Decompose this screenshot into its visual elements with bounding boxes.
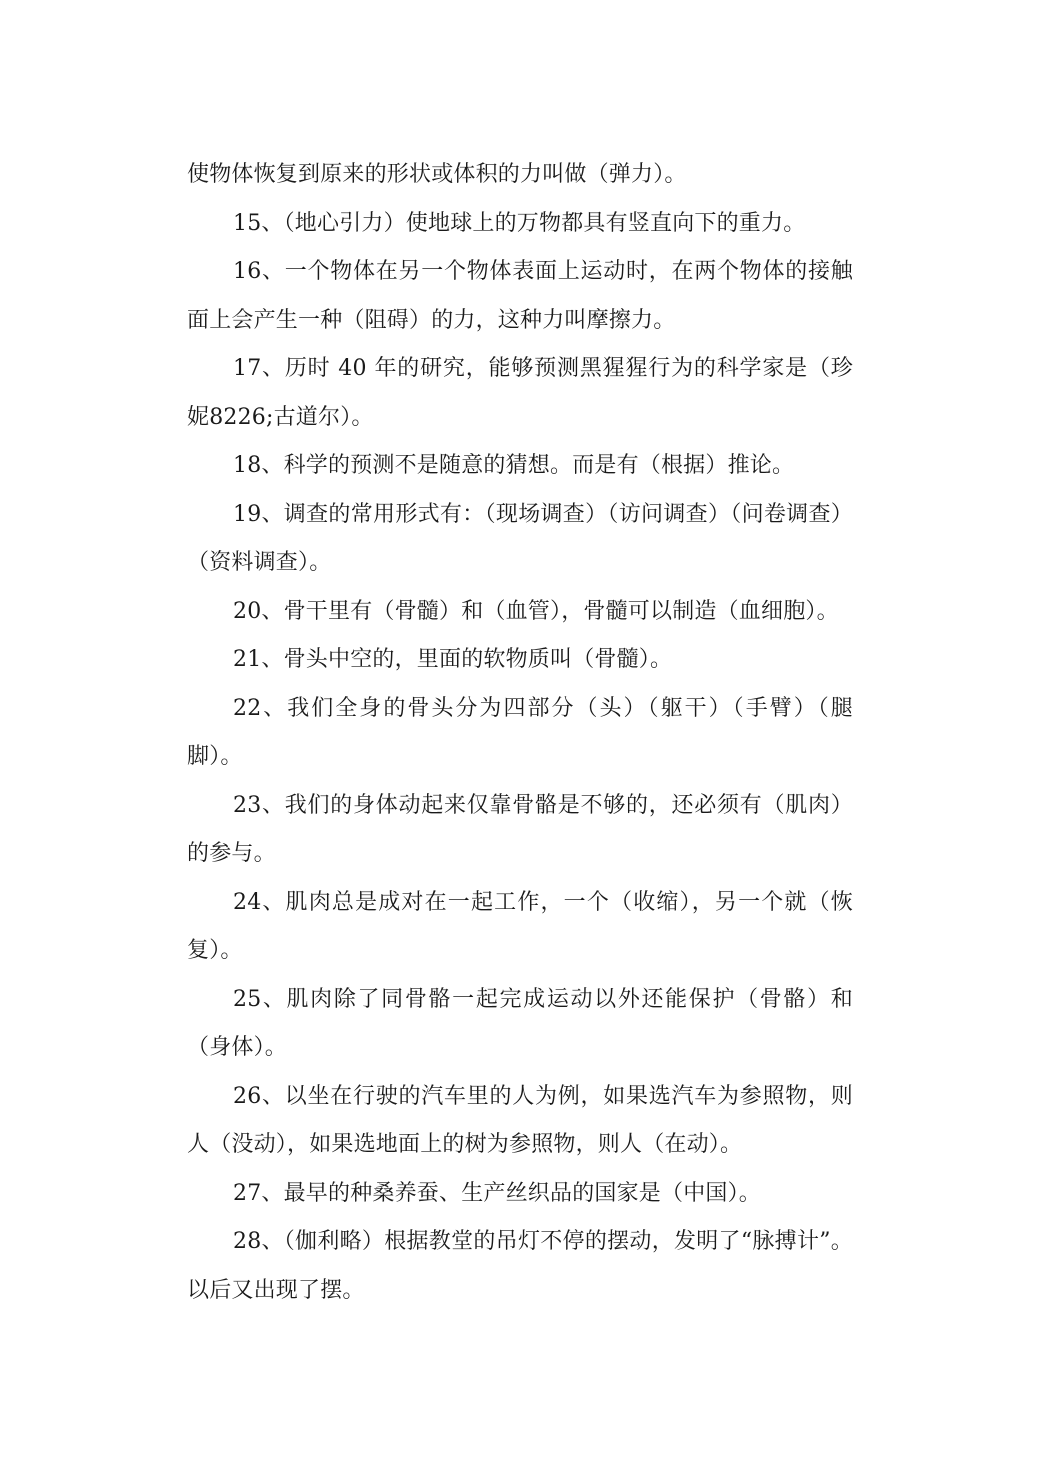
paragraph-item-20: 20、骨干里有（骨髓）和（血管），骨髓可以制造（血细胞）。 [233,598,839,624]
paragraph-item-17: 17、历时 40 年的研究，能够预测黑猩猩行为的科学家是（珍妮8226;古道尔）。 [187,356,853,430]
paragraph-item-18: 18、科学的预测不是随意的猜想。而是有（根据）推论。 [233,453,795,478]
paragraph-continued: 使物体恢复到原来的形状或体积的力叫做（弹力）。 [187,162,687,187]
paragraph-item-16: 16、一个物体在另一个物体表面上运动时，在两个物体的接触面上会产生一种（阻碍）的力，这种力叫摩擦力。 [187,259,853,333]
paragraph-item-21: 21、骨头中空的，里面的软物质叫（骨髓）。 [233,647,673,672]
paragraph-item-25: 25、肌肉除了同骨骼一起完成运动以外还能保护（骨骼）和（身体）。 [187,986,853,1060]
paragraph-item-23: 23、我们的身体动起来仅靠骨骼是不够的，还必须有（肌肉）的参与。 [187,792,853,866]
paragraph-item-27: 27、最早的种桑养蚕、生产丝织品的国家是（中国）。 [233,1180,761,1206]
paragraph-item-28: 28、（伽利略）根据教堂的吊灯不停的摆动，发明了“脉搏计”。以后又出现了摆。 [187,1229,853,1303]
paragraph-item-24: 24、肌肉总是成对在一起工作，一个（收缩），另一个就（恢复）。 [187,889,853,963]
document-page [187,151,853,1315]
paragraph-item-15: 15、（地心引力）使地球上的万物都具有竖直向下的重力。 [233,210,806,236]
paragraph-item-22: 22、我们全身的骨头分为四部分（头）（躯干）（手臂）（腿脚）。 [187,695,853,769]
paragraph-item-26: 26、以坐在行驶的汽车里的人为例，如果选汽车为参照物，则人（没动），如果选地面上的树为参照物，则人（在动）。 [187,1083,853,1157]
paragraph-item-19: 19、调查的常用形式有：（现场调查）（访问调查）（问卷调查）（资料调查）。 [187,501,853,575]
